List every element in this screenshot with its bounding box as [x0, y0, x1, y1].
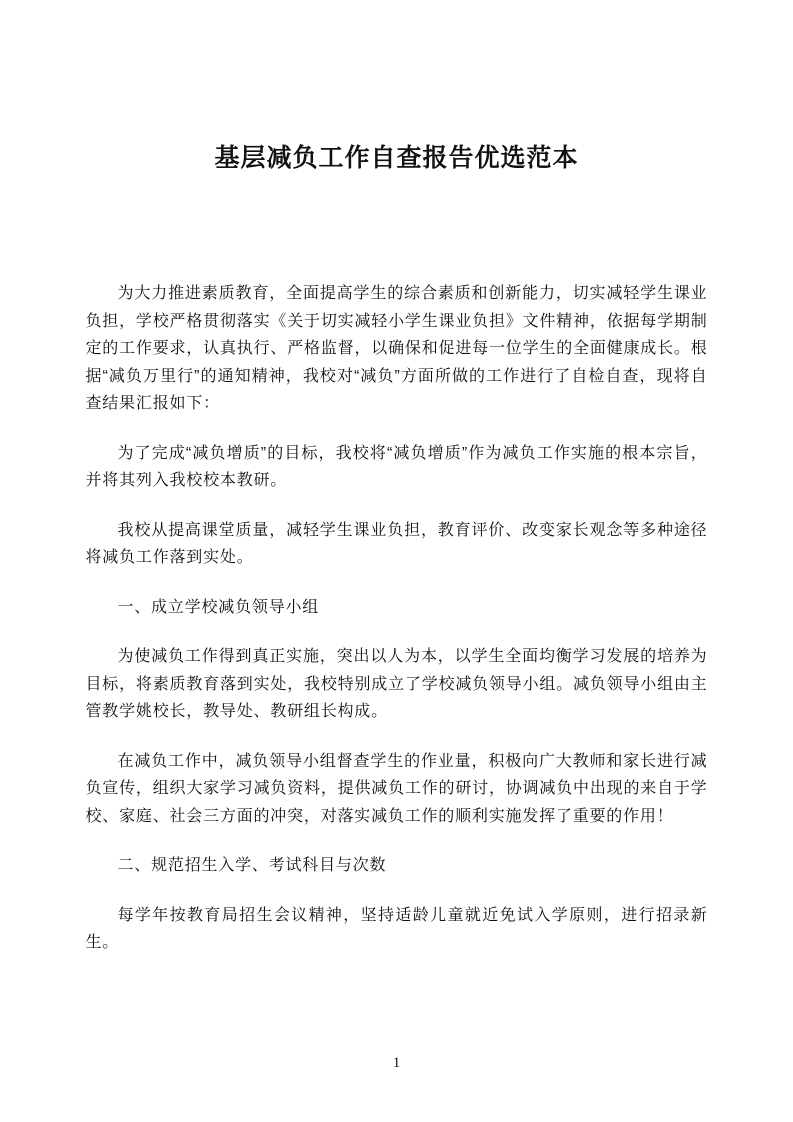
section-heading-1: 一、成立学校减负领导小组 — [117, 598, 320, 616]
paragraph-approach: 我校从提高课堂质量，减轻学生课业负担，教育评价、改变家长观念等多种途径将减负工作落到实处。 — [85, 521, 708, 566]
page-number: 1 — [392, 1055, 401, 1071]
paragraph-enrollment: 每学年按教育局招生会议精神，坚持适龄儿童就近免试入学原则，进行招录新生。 — [85, 906, 708, 951]
paragraph-group-duties: 在减负工作中，减负领导小组督查学生的作业量，积极向广大教师和家长进行减负宣传，组织大家学习减负资料，提供减负工作的研讨，协调减负中出现的来自于学校、家庭、社会三方面的冲突，对落实减负工作的顺利实施发挥了重要的作用！ — [85, 752, 708, 825]
paragraph-goal: 为了完成“减负增质”的目标，我校将“减负增质”作为减负工作实施的根本宗旨，并将其列入我校校本教研。 — [85, 444, 708, 489]
paragraph-leadership-group: 为使减负工作得到真正实施，突出以人为本，以学生全面均衡学习发展的培养为目标，将素质教育落到实处，我校特别成立了学校减负领导小组。减负领导小组由主管教学姚校长，教导处、教研组长构成。 — [85, 648, 708, 720]
document-body — [86, 280, 708, 957]
page-footer — [0, 1054, 793, 1072]
document-title: 基层减负工作自查报告优选范本 — [214, 144, 579, 172]
paragraph-intro: 为大力推进素质教育，全面提高学生的综合素质和创新能力，切实减轻学生课业负担，学校严格贯彻落实《关于切实减轻小学生课业负担》文件精神，依据每学期制定的工作要求，认真执行、严格监督，以确保和促进每一位学生的全面健康成长。根据“减负万里行”的通知精神，我校对“减负”方面所做的工作进行了自检自查，现将自查结果汇报如下： — [85, 285, 708, 412]
section-heading-2: 二、规范招生入学、考试科目与次数 — [117, 857, 387, 874]
